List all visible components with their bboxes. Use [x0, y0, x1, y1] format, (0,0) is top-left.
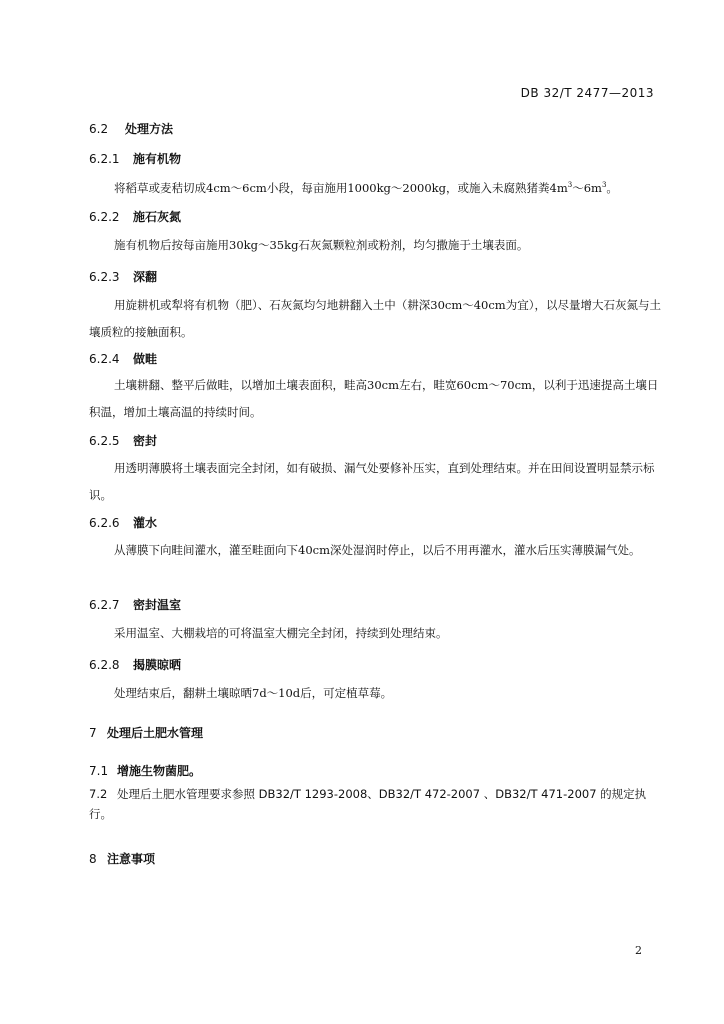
- section-number: 6.2.4: [89, 352, 120, 366]
- superscript: 3: [601, 181, 607, 189]
- section-6-2-6-paragraph: 从薄膜下向畦间灌水，灌至畦面向下40cm深处湿润时停止，以后不用再灌水，灌水后压实薄膜漏气处。: [114, 543, 641, 557]
- section-title: 施石灰氮: [133, 210, 182, 224]
- section-number: 6.2.7: [89, 598, 120, 612]
- section-title: 处理后土肥水管理: [107, 726, 204, 740]
- section-title: 灌水: [133, 516, 158, 530]
- section-6-2-3-paragraph: 用旋耕机或犁将有机物（肥）、石灰氮均匀地耕翻入土中（耕深30cm～40cm为宜），以尽量增大石灰氮与土壤质粒的接触面积。: [89, 298, 661, 339]
- section-8-heading: [89, 850, 155, 867]
- section-title: 增施生物菌肥。: [117, 764, 202, 778]
- page-number: 2: [635, 944, 642, 957]
- section-title: 施有机物: [133, 152, 182, 166]
- section-title: 处理方法: [125, 122, 174, 136]
- section-number: 7.2: [89, 787, 108, 801]
- section-6-2-5-heading: [89, 432, 157, 449]
- section-number: 6.2.2: [89, 210, 120, 224]
- document-id-header: DB 32/T 2477—2013: [520, 86, 654, 100]
- section-6-2-1-paragraph: [89, 172, 663, 202]
- section-number: 6.2.8: [89, 658, 120, 672]
- paragraph-text: ～6m: [572, 180, 602, 195]
- superscript: 3: [567, 181, 573, 189]
- section-number: 6.2.1: [89, 152, 120, 166]
- section-7-1-heading: [89, 762, 201, 779]
- section-6-2-4-heading: [89, 350, 157, 367]
- section-6-2-2-heading: [89, 208, 181, 225]
- section-number: 6.2.6: [89, 516, 120, 530]
- section-6-2-5-paragraph: 用透明薄膜将土壤表面完全封闭，如有破损、漏气处要修补压实，直到处理结束。并在田间设置明显禁示标识。: [89, 461, 655, 502]
- section-title: 注意事项: [107, 852, 156, 866]
- section-6-2-1-heading: [89, 150, 181, 167]
- paragraph-text: 。: [606, 180, 618, 195]
- section-title: 揭膜晾晒: [133, 658, 182, 672]
- section-6-2-7-heading: [89, 596, 181, 613]
- paragraph-text: 将稻草或麦秸切成4cm～6cm小段，每亩施用1000kg～2000kg，或施入未腐熟猪粪4m: [114, 180, 568, 195]
- section-title: 深翻: [133, 270, 158, 284]
- section-6-2-3-heading: [89, 268, 157, 285]
- section-title: 密封温室: [133, 598, 182, 612]
- section-number: 6.2: [89, 122, 109, 136]
- section-6-2-6-heading: [89, 514, 157, 531]
- section-6-2-4-paragraph: 土壤耕翻、整平后做畦，以增加土壤表面积，畦高30cm左右，畦宽60cm～70cm，以利于迅速提高土壤日积温，增加土壤高温的持续时间。: [89, 378, 659, 419]
- section-title: 密封: [133, 434, 158, 448]
- section-6-2-2-paragraph: 施有机物后按每亩施用30kg～35kg石灰氮颗粒剂或粉剂，均匀撒施于土壤表面。: [114, 238, 529, 252]
- section-number: 6.2.5: [89, 434, 120, 448]
- section-title: 做畦: [133, 352, 158, 366]
- paragraph-text: 处理后土肥水管理要求参照 DB32/T 1293-2008、DB32/T 472-2007 、DB32/T 471-2007 的规定执行。: [89, 787, 647, 821]
- section-6-2-8-paragraph: 处理结束后，翻耕土壤晾晒7d～10d后，可定植草莓。: [114, 686, 393, 700]
- section-7-2-paragraph: [89, 784, 663, 824]
- section-number: 7.1: [89, 764, 109, 778]
- section-7-heading: [89, 724, 203, 741]
- section-number: 6.2.3: [89, 270, 120, 284]
- section-number: 8: [89, 852, 97, 866]
- section-6-2-8-heading: [89, 656, 181, 673]
- section-6-2-heading: [89, 120, 173, 137]
- section-6-2-7-paragraph: 采用温室、大棚栽培的可将温室大棚完全封闭，持续到处理结束。: [114, 626, 448, 640]
- section-number: 7: [89, 726, 97, 740]
